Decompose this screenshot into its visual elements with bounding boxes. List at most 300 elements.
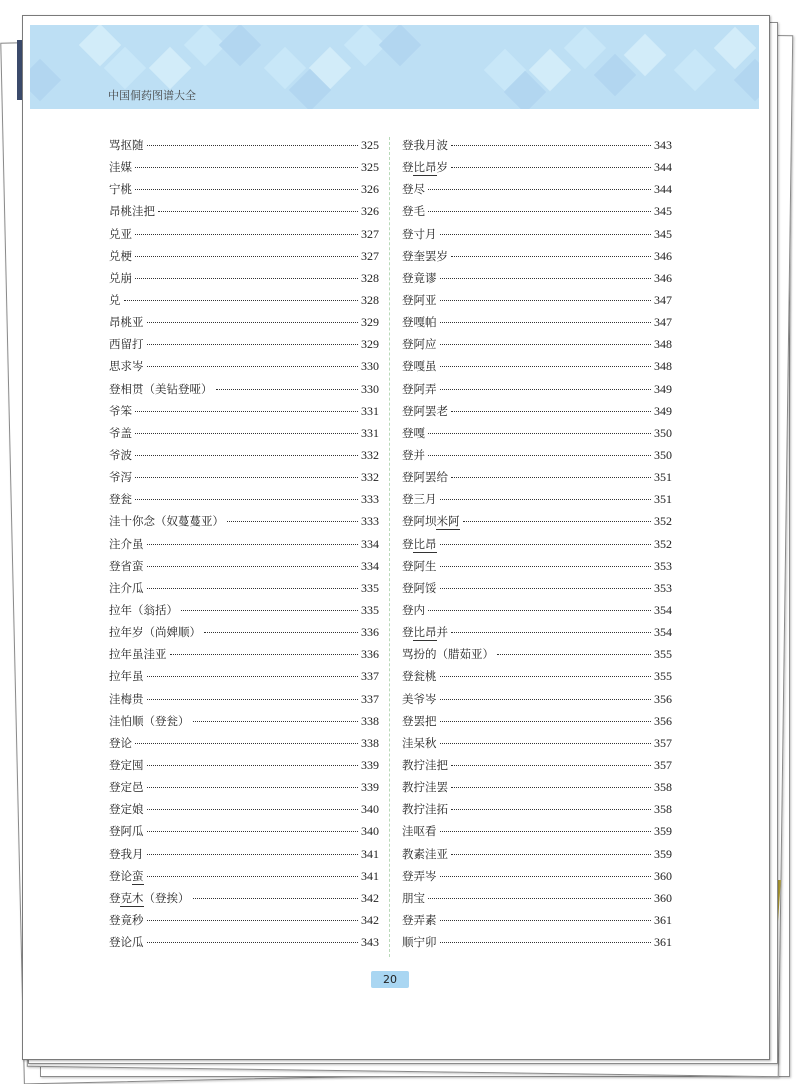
toc-leader-dots: [135, 411, 358, 412]
toc-leader-dots: [135, 499, 358, 500]
toc-leader-dots: [147, 831, 359, 832]
toc-entry[interactable]: [402, 912, 672, 934]
toc-entry[interactable]: [402, 868, 672, 890]
toc-entry[interactable]: [109, 248, 379, 270]
toc-entry-title: 登定囤: [109, 757, 144, 772]
toc-leader-dots: [147, 566, 359, 567]
toc-leader-dots: [463, 521, 652, 522]
toc-entry-title: 爷波: [109, 447, 132, 462]
header-banner: [30, 25, 759, 109]
toc-leader-dots: [440, 876, 652, 877]
toc-entry-title: 登比昂并: [402, 625, 448, 640]
banner-diamond-decoration: [564, 27, 606, 69]
toc-entry-title: 拉年虽: [109, 669, 144, 684]
toc-entry-title: 登论瓜: [109, 935, 144, 950]
toc-entry-page: 342: [361, 890, 379, 905]
toc-entry-title: 登嘎虽: [402, 359, 437, 374]
toc-leader-dots: [451, 167, 651, 168]
toc-entry[interactable]: [402, 203, 672, 225]
toc-entry-title: 登定娘: [109, 802, 144, 817]
toc-entry-title: 洼媒: [109, 160, 132, 175]
toc-entry-title: 洼呕看: [402, 824, 437, 839]
toc-entry-title: 思求岑: [109, 359, 144, 374]
title-underline: [413, 175, 436, 176]
toc-entry-page: 361: [654, 935, 672, 950]
toc-entry-title: 爷笨: [109, 403, 132, 418]
toc-entry-page: 350: [654, 425, 672, 440]
toc-entry-title: 登三月: [402, 492, 437, 507]
toc-leader-dots: [135, 433, 358, 434]
toc-entry[interactable]: [402, 890, 672, 912]
toc-entry[interactable]: [402, 226, 672, 248]
toc-entry-page: 353: [654, 558, 672, 573]
toc-entry-page: 325: [361, 138, 379, 152]
toc-entry-page: 330: [361, 381, 379, 396]
toc-entry[interactable]: [109, 846, 379, 868]
toc-entry-page: 358: [654, 802, 672, 817]
toc-entry[interactable]: [109, 203, 379, 225]
toc-entry-page: 345: [654, 204, 672, 219]
toc-entry[interactable]: [402, 757, 672, 779]
toc-entry-page: 333: [361, 492, 379, 507]
toc-entry[interactable]: [109, 513, 379, 535]
toc-leader-dots: [135, 477, 358, 478]
toc-entry-title: 登阿生: [402, 558, 437, 573]
toc-entry[interactable]: [109, 801, 379, 823]
toc-entry-title: 爷泻: [109, 470, 132, 485]
banner-diamond-decoration: [674, 49, 716, 91]
toc-entry-title: 登瓮桃: [402, 669, 437, 684]
toc-leader-dots: [147, 588, 359, 589]
toc-entry-title: 骂扮的（腊茹亚）: [402, 647, 494, 662]
toc-entry-title: 登阿罢给: [402, 470, 448, 485]
toc-entry-page: 328: [361, 270, 379, 285]
toc-leader-dots: [204, 632, 358, 633]
toc-entry-page: 354: [654, 602, 672, 617]
toc-entry[interactable]: [109, 358, 379, 380]
toc-leader-dots: [428, 610, 651, 611]
toc-entry-page: 344: [654, 182, 672, 197]
toc-entry[interactable]: [402, 691, 672, 713]
toc-leader-dots: [147, 854, 359, 855]
toc-entry-title: 美爷岑: [402, 691, 437, 706]
toc-entry-title: 顺宁卯: [402, 935, 437, 950]
toc-entry-page: 340: [361, 824, 379, 839]
toc-leader-dots: [147, 765, 359, 766]
toc-entry[interactable]: [109, 314, 379, 336]
toc-leader-dots: [451, 632, 651, 633]
toc-entry-page: 342: [361, 912, 379, 927]
toc-entry-page: 353: [654, 580, 672, 595]
toc-entry[interactable]: [402, 270, 672, 292]
toc-entry-title: 登相贯（美钻登哑）: [109, 381, 213, 396]
toc-entry-page: 357: [654, 735, 672, 750]
toc-entry-title: 洼怕顺（登瓮）: [109, 713, 190, 728]
toc-entry-title: 登比昂岁: [402, 160, 448, 175]
toc-entry-title: 教拧洼把: [402, 757, 448, 772]
toc-column-left: [109, 137, 379, 956]
toc-entry[interactable]: [402, 668, 672, 690]
toc-entry-page: 356: [654, 691, 672, 706]
toc-entry[interactable]: [109, 226, 379, 248]
toc-entry[interactable]: [402, 602, 672, 624]
toc-leader-dots: [147, 787, 359, 788]
toc-entry-title: 登定邑: [109, 780, 144, 795]
toc-column-right: [402, 137, 672, 956]
toc-entry[interactable]: [109, 912, 379, 934]
toc-leader-dots: [147, 809, 359, 810]
toc-entry[interactable]: [109, 934, 379, 956]
toc-entry[interactable]: [109, 624, 379, 646]
toc-leader-dots: [440, 366, 652, 367]
toc-entry-title: 宁桃: [109, 182, 132, 197]
toc-entry-title: 登阿罢老: [402, 403, 448, 418]
toc-leader-dots: [428, 455, 651, 456]
toc-entry-page: 348: [654, 359, 672, 374]
toc-entry-title: 登论: [109, 735, 132, 750]
toc-leader-dots: [147, 544, 359, 545]
title-underline: [413, 552, 436, 553]
toc-entry-title: 登寸月: [402, 226, 437, 241]
toc-entry-title: 昂桃亚: [109, 315, 144, 330]
toc-entry[interactable]: [109, 381, 379, 403]
toc-entry-page: 339: [361, 780, 379, 795]
toc-entry-page: 357: [654, 757, 672, 772]
toc-entry-title: 登奎罢岁: [402, 248, 448, 263]
toc-entry-title: 登弄素: [402, 912, 437, 927]
toc-entry[interactable]: [109, 181, 379, 203]
toc-leader-dots: [147, 676, 359, 677]
toc-entry[interactable]: [109, 713, 379, 735]
toc-entry-title: 朋宝: [402, 890, 425, 905]
toc-entry-title: 登罢把: [402, 713, 437, 728]
toc-leader-dots: [428, 433, 651, 434]
toc-entry-title: 登尽: [402, 182, 425, 197]
toc-leader-dots: [440, 344, 652, 345]
toc-entry[interactable]: [109, 403, 379, 425]
toc-entry[interactable]: [402, 469, 672, 491]
title-underline: [413, 640, 436, 641]
toc-leader-dots: [135, 455, 358, 456]
toc-entry-title: 兑亚: [109, 226, 132, 241]
toc-leader-dots: [193, 721, 359, 722]
toc-entry-page: 334: [361, 558, 379, 573]
toc-entry[interactable]: [109, 779, 379, 801]
toc-entry-title: 兑梗: [109, 248, 132, 263]
banner-diamond-decoration: [149, 47, 191, 89]
toc-leader-dots: [135, 189, 358, 190]
toc-leader-dots: [170, 654, 359, 655]
book-title: 中国侗药图谱大全: [108, 89, 196, 102]
toc-leader-dots: [440, 676, 652, 677]
toc-entry-page: 347: [654, 315, 672, 330]
toc-entry-title: 洼十你念（奴蔓蔓亚）: [109, 514, 224, 529]
toc-entry[interactable]: [109, 159, 379, 181]
toc-entry-title: 登我月波: [402, 138, 448, 152]
toc-leader-dots: [440, 566, 652, 567]
toc-entry-title: 登论蛮: [109, 868, 144, 883]
toc-entry-page: 329: [361, 315, 379, 330]
toc-leader-dots: [451, 477, 651, 478]
toc-leader-dots: [428, 898, 651, 899]
toc-entry-title: 拉年（翁括）: [109, 602, 178, 617]
toc-entry-page: 327: [361, 226, 379, 241]
toc-entry-page: 335: [361, 580, 379, 595]
toc-entry[interactable]: [402, 358, 672, 380]
toc-entry-title: 登阿弄: [402, 381, 437, 396]
toc-leader-dots: [147, 699, 359, 700]
toc-entry-page: 339: [361, 757, 379, 772]
toc-entry[interactable]: [109, 823, 379, 845]
toc-entry[interactable]: [402, 735, 672, 757]
toc-entry[interactable]: [402, 779, 672, 801]
toc-entry-title: 登毛: [402, 204, 425, 219]
toc-entry[interactable]: [109, 890, 379, 912]
toc-leader-dots: [216, 389, 359, 390]
toc-leader-dots: [451, 809, 651, 810]
toc-entry-title: 登瓮: [109, 492, 132, 507]
toc-entry-title: 拉年岁（尚婢顺）: [109, 625, 201, 640]
toc-leader-dots: [135, 743, 358, 744]
toc-leader-dots: [158, 211, 358, 212]
toc-entry-title: 登嘎: [402, 425, 425, 440]
toc-entry-page: 351: [654, 492, 672, 507]
toc-entry-page: 359: [654, 846, 672, 861]
toc-entry[interactable]: [109, 292, 379, 314]
toc-entry-title: 西留打: [109, 337, 144, 352]
toc-leader-dots: [440, 300, 652, 301]
toc-entry[interactable]: [109, 491, 379, 513]
toc-leader-dots: [451, 787, 651, 788]
toc-entry-title: 登阿瓜: [109, 824, 144, 839]
toc-entry-title: 登并: [402, 447, 425, 462]
toc-entry-page: 360: [654, 868, 672, 883]
toc-entry-page: 325: [361, 160, 379, 175]
toc-leader-dots: [497, 654, 651, 655]
toc-entry-page: 355: [654, 647, 672, 662]
toc-leader-dots: [147, 322, 359, 323]
banner-diamond-decoration: [30, 59, 61, 101]
toc-leader-dots: [147, 876, 359, 877]
toc-entry-page: 343: [361, 935, 379, 950]
toc-leader-dots: [440, 699, 652, 700]
toc-entry-title: 登阿应: [402, 337, 437, 352]
toc-leader-dots: [440, 234, 652, 235]
toc-entry[interactable]: [402, 823, 672, 845]
toc-entry-page: 355: [654, 669, 672, 684]
toc-entry[interactable]: [402, 248, 672, 270]
toc-leader-dots: [440, 942, 652, 943]
toc-leader-dots: [440, 588, 652, 589]
toc-entry[interactable]: [402, 646, 672, 668]
toc-leader-dots: [147, 145, 359, 146]
toc-entry[interactable]: [402, 846, 672, 868]
toc-entry-page: 346: [654, 248, 672, 263]
toc-leader-dots: [147, 344, 359, 345]
toc-leader-dots: [440, 499, 652, 500]
toc-entry-page: 351: [654, 470, 672, 485]
toc-entry-page: 334: [361, 536, 379, 551]
toc-entry-page: 337: [361, 669, 379, 684]
toc-entry[interactable]: [109, 691, 379, 713]
toc-entry-title: 兑: [109, 292, 121, 307]
toc-leader-dots: [135, 234, 358, 235]
toc-entry-page: 333: [361, 514, 379, 529]
toc-entry[interactable]: [402, 181, 672, 203]
toc-entry-page: 349: [654, 403, 672, 418]
toc-entry-title: 洼呆秋: [402, 735, 437, 750]
toc-entry-page: 350: [654, 447, 672, 462]
toc-entry-title: 教拧洼拓: [402, 802, 448, 817]
toc-entry[interactable]: [109, 646, 379, 668]
toc-leader-dots: [451, 411, 651, 412]
toc-entry-page: 326: [361, 182, 379, 197]
toc-leader-dots: [428, 211, 651, 212]
toc-entry-page: 344: [654, 160, 672, 175]
toc-entry[interactable]: [402, 403, 672, 425]
toc-entry-page: 331: [361, 403, 379, 418]
toc-entry[interactable]: [109, 469, 379, 491]
toc-leader-dots: [451, 765, 651, 766]
toc-entry[interactable]: [109, 425, 379, 447]
toc-leader-dots: [147, 366, 359, 367]
toc-entry-title: 注介虽: [109, 536, 144, 551]
toc-entry[interactable]: [402, 624, 672, 646]
toc-entry-title: 拉年虽洼亚: [109, 647, 167, 662]
toc-entry[interactable]: [402, 447, 672, 469]
toc-entry-title: 兑崩: [109, 270, 132, 285]
toc-entry-title: 注介瓜: [109, 580, 144, 595]
toc-entry[interactable]: [109, 757, 379, 779]
toc-entry-page: 341: [361, 868, 379, 883]
toc-entry[interactable]: [402, 934, 672, 956]
title-underline: [132, 884, 144, 885]
toc-entry[interactable]: [402, 801, 672, 823]
toc-entry-page: 346: [654, 270, 672, 285]
toc-entry-title: 登比昂: [402, 536, 437, 551]
toc-entry-page: 336: [361, 625, 379, 640]
toc-entry-title: 登嘎帕: [402, 315, 437, 330]
toc-leader-dots: [440, 278, 652, 279]
toc-entry-title: 教拧洼罢: [402, 780, 448, 795]
toc-entry[interactable]: [109, 668, 379, 690]
toc-leader-dots: [227, 521, 358, 522]
toc-leader-dots: [440, 322, 652, 323]
toc-entry[interactable]: [402, 292, 672, 314]
toc-leader-dots: [451, 145, 651, 146]
toc-entry[interactable]: [402, 580, 672, 602]
toc-leader-dots: [135, 167, 358, 168]
toc-entry[interactable]: [109, 536, 379, 558]
toc-entry[interactable]: [402, 425, 672, 447]
toc-entry-page: 327: [361, 248, 379, 263]
toc-entry-page: 329: [361, 337, 379, 352]
toc-entry-title: 登我月: [109, 846, 144, 861]
toc-entry-page: 361: [654, 912, 672, 927]
toc-leader-dots: [193, 898, 359, 899]
title-underline: [436, 529, 459, 530]
toc-entry-page: 356: [654, 713, 672, 728]
toc-entry[interactable]: [109, 580, 379, 602]
toc-entry-page: 330: [361, 359, 379, 374]
toc-entry-page: 335: [361, 602, 379, 617]
page-number: 20: [371, 971, 409, 988]
toc-leader-dots: [440, 831, 652, 832]
toc-entry-page: 332: [361, 447, 379, 462]
toc-entry[interactable]: [109, 735, 379, 757]
toc-entry-page: 347: [654, 292, 672, 307]
toc-entry-page: 360: [654, 890, 672, 905]
toc-entry[interactable]: [109, 602, 379, 624]
toc-leader-dots: [440, 743, 652, 744]
banner-diamond-decoration: [219, 25, 261, 66]
toc-entry[interactable]: [402, 491, 672, 513]
toc-entry[interactable]: [402, 536, 672, 558]
toc-entry-page: 345: [654, 226, 672, 241]
toc-entry-page: 331: [361, 425, 379, 440]
toc-entry-title: 洼梅贵: [109, 691, 144, 706]
banner-diamond-decoration: [379, 25, 421, 66]
toc-entry-title: 骂抠随: [109, 138, 144, 152]
toc-entry-page: 326: [361, 204, 379, 219]
toc-leader-dots: [135, 278, 358, 279]
toc-entry-page: 336: [361, 647, 379, 662]
toc-leader-dots: [428, 189, 651, 190]
toc-entry-page: 359: [654, 824, 672, 839]
toc-entry[interactable]: [109, 270, 379, 292]
title-underline: [120, 906, 143, 907]
toc-leader-dots: [181, 610, 358, 611]
toc-entry-page: 340: [361, 802, 379, 817]
toc-entry-page: 337: [361, 691, 379, 706]
toc-entry-page: 348: [654, 337, 672, 352]
toc-entry[interactable]: [109, 447, 379, 469]
toc-entry[interactable]: [109, 868, 379, 890]
toc-entry[interactable]: [402, 513, 672, 535]
toc-entry[interactable]: [109, 336, 379, 358]
toc-entry-page: 338: [361, 713, 379, 728]
toc-entry-title: 登内: [402, 602, 425, 617]
toc-entry[interactable]: [402, 336, 672, 358]
toc-leader-dots: [440, 544, 652, 545]
toc-leader-dots: [440, 721, 652, 722]
toc-leader-dots: [135, 256, 358, 257]
toc-entry-title: 登竟谬: [402, 270, 437, 285]
toc-entry-page: 349: [654, 381, 672, 396]
toc-entry-page: 354: [654, 625, 672, 640]
toc-entry[interactable]: [109, 137, 379, 159]
toc-entry[interactable]: [109, 558, 379, 580]
toc-entry-page: 343: [654, 138, 672, 152]
toc-entry-title: 登竟秒: [109, 912, 144, 927]
toc-leader-dots: [451, 854, 651, 855]
toc-entry[interactable]: [402, 713, 672, 735]
toc-entry[interactable]: [402, 558, 672, 580]
toc-leader-dots: [440, 920, 652, 921]
toc-entry[interactable]: [402, 137, 672, 159]
toc-entry-title: 登阿亚: [402, 292, 437, 307]
toc-entry[interactable]: [402, 381, 672, 403]
toc-entry-page: 328: [361, 292, 379, 307]
toc-entry-page: 341: [361, 846, 379, 861]
toc-leader-dots: [147, 920, 359, 921]
toc-entry-page: 358: [654, 780, 672, 795]
column-divider: [389, 137, 390, 957]
toc-entry-page: 352: [654, 536, 672, 551]
toc-entry-page: 332: [361, 470, 379, 485]
toc-entry[interactable]: [402, 159, 672, 181]
toc-entry[interactable]: [402, 314, 672, 336]
